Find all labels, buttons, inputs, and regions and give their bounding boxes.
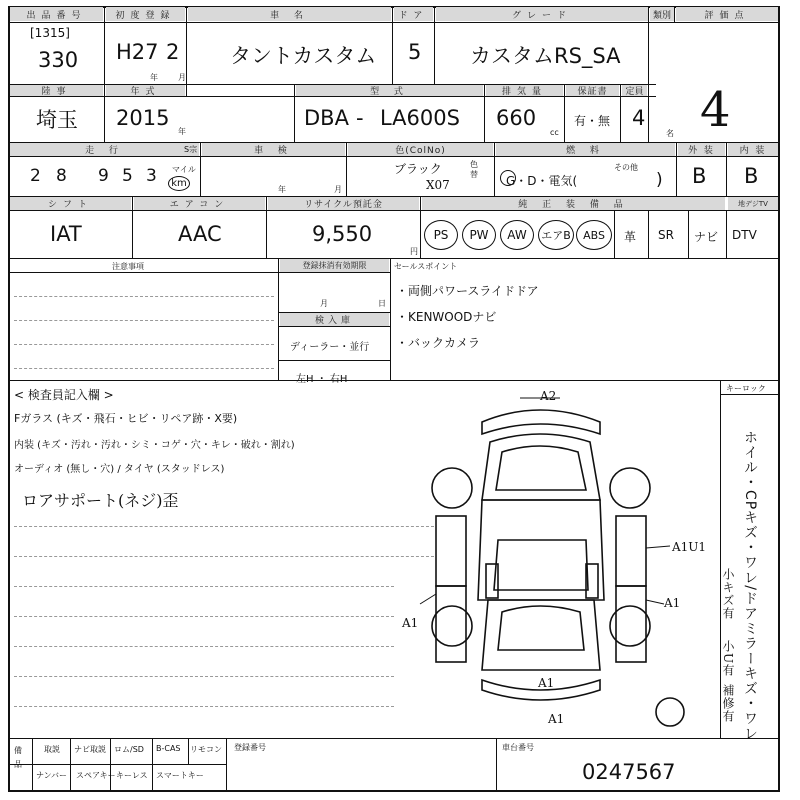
digital-tv-header: 地デジTV	[728, 197, 778, 210]
model-header: 型 式	[296, 85, 483, 96]
shift-value: IAT	[50, 222, 82, 246]
car-name: タントカスタム	[230, 44, 377, 68]
prefecture-value: 埼玉	[36, 108, 78, 132]
mileage-km-unit: km	[168, 176, 190, 191]
interior-header: 内 装	[728, 143, 778, 156]
inspector-line-2: 内装 (キズ・汚れ・汚れ・シミ・コゲ・穴・キレ・破れ・割れ)	[14, 440, 295, 451]
acc-keyless: キーレス	[116, 771, 148, 780]
a1-left-leader	[420, 594, 436, 604]
shift-header: シフト	[10, 197, 131, 210]
warranty-header: 保証書	[566, 85, 619, 96]
doors-header: ドア	[394, 7, 433, 21]
first-registration-header: 初度登録	[106, 7, 185, 21]
equipment-dtv: DTV	[732, 228, 757, 242]
entry-steering: 左H ・ 右H	[296, 374, 348, 385]
spare-tire-shape	[656, 698, 684, 726]
prefecture-header: 陸事	[10, 85, 103, 96]
displacement-value: 660	[496, 106, 537, 130]
acc-manual: 取説	[44, 745, 60, 754]
mileage-digit-2: 8	[56, 166, 67, 186]
model-year-unit: 年	[178, 127, 186, 136]
mileage-digit-1: 2	[30, 166, 41, 186]
equipment-navi: ナビ	[694, 230, 719, 244]
aircon-value: AAC	[178, 222, 222, 246]
inspection-year-unit: 年	[278, 185, 286, 194]
color-code: X07	[426, 178, 450, 192]
doors-value: 5	[408, 40, 422, 64]
score-value: 4	[700, 82, 731, 138]
sales-point-2: ・KENWOODナビ	[396, 310, 497, 324]
a1-right-leader	[646, 546, 670, 548]
damage-mark-a1u1: A1U1	[672, 540, 707, 554]
entry-dealer: ディーラー・並行	[290, 342, 370, 353]
mileage-header: 走 行	[10, 143, 199, 156]
accessories-side-label: 備 品	[14, 746, 22, 769]
capacity-unit: 名	[666, 129, 674, 138]
keylock-header: キーロック	[726, 384, 766, 393]
fuel-close: )	[656, 170, 663, 190]
acc-spare-key: スペアキー	[76, 771, 116, 780]
equipment-abs: ABS	[576, 220, 612, 250]
model-year: 2015	[116, 106, 170, 130]
equipment-aw: AW	[500, 220, 534, 250]
inspector-line-3: オーディオ (無し・穴) / タイヤ (スタッドレス)	[14, 464, 225, 475]
handwritten-note: ロアサポート(ネジ)歪	[22, 491, 179, 510]
equipment-pw: PW	[462, 220, 496, 250]
grade-header: グレード	[436, 7, 648, 21]
vertical-note-3: 小U有	[721, 640, 735, 678]
notes-header: 注意事項	[112, 262, 144, 271]
displacement-unit: cc	[550, 128, 559, 137]
chassis-number: 0247567	[582, 760, 676, 784]
right-rear-door-shape	[616, 586, 646, 662]
mileage-digit-5: 3	[146, 166, 157, 186]
damage-mark-a1-bottom: A1	[548, 712, 565, 726]
recycle-value: 9,550	[312, 222, 373, 246]
inspector-line-1: Fガラス (キズ・飛石・ヒビ・リペア跡・X要)	[14, 412, 238, 425]
fuel-gasoline-circle	[500, 170, 516, 186]
capacity-header: 定員	[622, 85, 647, 96]
model-code: LA600S	[380, 106, 460, 130]
chassis-number-label: 車台番号	[502, 743, 534, 752]
inspection-month-unit: 月	[334, 185, 342, 194]
color-tag: 色替	[470, 160, 478, 179]
equipment-leather: 革	[624, 230, 637, 244]
front-bumper-shape	[482, 410, 600, 434]
registration-number-label: 登録番号	[234, 743, 266, 752]
equipment-sunroof: SR	[658, 228, 674, 242]
left-rear-door-shape	[436, 586, 466, 662]
reg-expiry-header: 登録抹消有効期限	[280, 259, 389, 272]
score-header: 評価点	[676, 7, 778, 21]
year-unit: 年	[150, 73, 158, 82]
lot-number: 330	[38, 48, 79, 72]
acc-navi-manual: ナビ取説	[74, 745, 106, 754]
acc-bcas: B-CAS	[156, 744, 181, 753]
damage-mark-a1-left: A1	[402, 616, 419, 630]
reg-expiry-month: 月	[320, 299, 328, 308]
car-name-header: 車 名	[188, 7, 391, 21]
displacement-header: 排気量	[486, 85, 563, 96]
mileage-digit-3: 9	[98, 166, 109, 186]
lot-number-header: 出品番号	[10, 7, 103, 21]
acc-number-plate: ナンバー	[36, 771, 68, 780]
reg-expiry-day: 日	[378, 299, 386, 308]
exterior-header: 外 装	[678, 143, 725, 156]
sales-points-header: セールスポイント	[394, 262, 458, 271]
interior-grade: B	[744, 164, 759, 188]
recycle-header: リサイクル預託金	[268, 197, 419, 210]
front-left-wheel-shape	[432, 468, 472, 508]
damage-mark-a1-right: A1	[664, 596, 681, 610]
model-separator: -	[356, 106, 364, 130]
capacity-value: 4	[632, 106, 646, 130]
windshield-shape	[496, 446, 586, 490]
front-right-wheel-shape	[610, 468, 650, 508]
lot-prefix: [1315]	[30, 26, 70, 40]
fuel-options: G・D・電気(	[506, 174, 578, 188]
vertical-note-2: 小キズ有	[721, 568, 735, 620]
inspector-header: < 検査員記入欄 >	[14, 388, 114, 402]
right-front-door-shape	[616, 516, 646, 586]
damage-mark-a1-rear: A1	[538, 676, 555, 690]
first-registration-era: H27	[116, 40, 159, 64]
grade-value: カスタムRS_SA	[470, 44, 621, 68]
rear-glass-shape	[498, 606, 584, 650]
exterior-grade: B	[692, 164, 707, 188]
vertical-note-1: ホイル・CPキズ・ワレ/ドアミラーキズ・ワレ	[742, 430, 758, 741]
sales-point-1: ・両側パワースライドドア	[396, 284, 539, 298]
roof-shape	[494, 540, 588, 590]
equipment-header: 純 正 装 備 品	[422, 197, 725, 210]
year-header: 年式	[106, 85, 185, 96]
mileage-mile-unit: マイル	[172, 165, 196, 174]
left-front-door-shape	[436, 516, 466, 586]
entry-header: 検入庫	[280, 313, 389, 326]
equipment-airbag: エアB	[538, 220, 574, 250]
damage-mark-a2: A2	[540, 389, 557, 403]
a1-right-leader-2	[646, 600, 664, 604]
acc-remote: リモコン	[190, 745, 222, 754]
aircon-header: エアコン	[134, 197, 265, 210]
fuel-header: 燃 料	[496, 143, 675, 156]
mileage-sub-label: S宗	[184, 145, 198, 154]
inspection-header: 車 検	[202, 143, 345, 156]
recycle-unit: 円	[410, 247, 418, 256]
model-prefix: DBA	[304, 106, 349, 130]
color-name: ブラック	[394, 162, 442, 176]
color-header: 色(ColNo)	[348, 143, 493, 156]
fuel-other: その他	[614, 163, 638, 172]
month-unit: 月	[178, 73, 186, 82]
vertical-note-4: 補修有	[721, 684, 735, 723]
equipment-ps: PS	[424, 220, 458, 250]
sales-point-3: ・バックカメラ	[396, 336, 481, 350]
mileage-digit-4: 5	[122, 166, 133, 186]
acc-smart-key: スマートキー	[156, 771, 204, 780]
first-registration-month: 2	[166, 40, 180, 64]
acc-rom-sd: ロム/SD	[114, 745, 144, 754]
warranty-value: 有・無	[574, 114, 611, 128]
class-header: 類別	[650, 7, 674, 21]
